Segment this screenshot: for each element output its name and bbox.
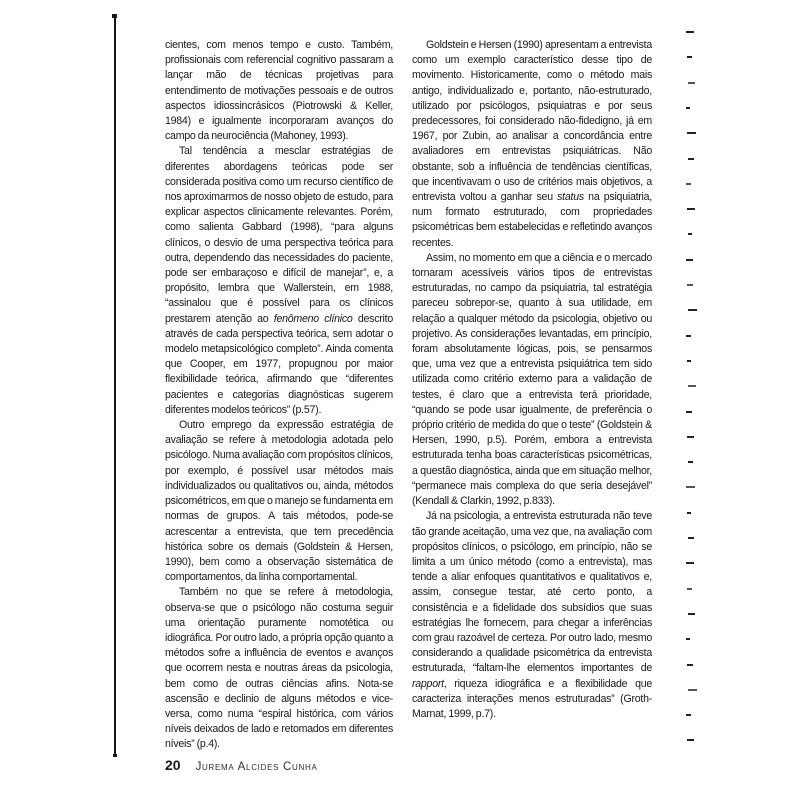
scan-bleed-dash bbox=[686, 31, 694, 33]
paragraph: Outro emprego da expressão estratégia de avaliação se refere à metodologia adotada pelo psicólogo. Numa avaliação com propósitos clínicos, por exemplo, é possível usar métodos mais individualizados ou qualitativos ou, ainda, métodos psicométricos, em que o manejo se fundamenta em normas de grupos. A tais métodos, pode-se acrescentar a entrevista, que tem precedência histórica sobre os demais (Goldstein & Hersen, 1990), bem como a observação sistemática de comportamentos, da linha comportamental. bbox=[165, 419, 393, 584]
scan-bleed-dash bbox=[687, 284, 693, 286]
scan-bleed-dash bbox=[687, 132, 696, 134]
scan-bleed-dash bbox=[686, 259, 693, 261]
scan-bleed-dash bbox=[687, 739, 694, 741]
paragraph: Já na psicologia, a entrevista estruturada não teve tão grande aceitação, uma vez que, na avaliação com propósitos clínicos, o psicólogo, em princípio, não se limita a um único método (como a entrevista), mas tende a aliar enfoques quantitativos e qualitativos e, assim, consegue testar, até certo ponto, a consistência e a fidelidade dos subsídios que suas estratégias lhe fornecem, para chegar a inferências com grau razoável de certeza. Por outro lado, mesmo considerando a qualidade psicométrica da entrevista estruturada, “faltam-lhe elementos importantes de rapport, riqueza idiográfica e a flexibilidade que caracteriza interações menos estruturadas” (Groth-Marnat, 1999, p.7). bbox=[412, 510, 652, 720]
scan-bleed-dash bbox=[687, 208, 695, 210]
right-column bbox=[412, 38, 652, 753]
scan-bleed-dash bbox=[688, 233, 692, 235]
text-columns bbox=[165, 38, 652, 753]
scan-bleed-dash bbox=[687, 360, 691, 362]
scan-bleed-dash bbox=[686, 411, 692, 413]
scan-bleed-dash bbox=[687, 512, 691, 514]
scan-bleed-dash bbox=[686, 638, 690, 640]
scan-bleed-dash bbox=[688, 309, 697, 311]
scan-bleed-dash bbox=[688, 385, 696, 387]
left-column bbox=[165, 38, 393, 753]
scan-bleed-dash bbox=[687, 56, 692, 58]
scan-bleed-dash bbox=[686, 107, 690, 109]
scan-bleed-dash bbox=[686, 183, 691, 185]
scan-bleed-dash bbox=[688, 613, 695, 615]
scan-bleed-dash bbox=[688, 82, 695, 84]
scan-bleed-dash bbox=[688, 461, 693, 463]
paragraph: Também no que se refere à metodologia, observa-se que o psicólogo não costuma seguir uma orientação puramente nomotética ou idiográfica. Por outro lado, a própria opção quanto a métodos sofre a influência de eventos e avanços que ocorrem nesta e noutras áreas da psicologia, bem como de outras ciências afins. Nota-se ascensão e declinio de alguns métodos e vice-versa, como numa “espiral histórica, com vários níveis deixados de lado e retomados em diferentes níveis” (p.4). bbox=[165, 586, 393, 751]
running-author: Jurema Alcides Cunha bbox=[195, 761, 318, 773]
scan-bleed-dash bbox=[688, 537, 694, 539]
scan-bleed-dash bbox=[686, 714, 691, 716]
paragraph: Goldstein e Hersen (1990) apresentam a entrevista como um exemplo característico desse tipo de movimento. Historicamente, como o método mais antigo, individualizado e, portanto, não-estruturado, utilizado por psicólogos, psiquiatras e por seus predecessores, foi considerado não-fidedigno, já em 1967, por Zubin, ao analisar a concordância entre avaliadores em entrevistas psiquiátricas. Não obstante, sob a influência de tendências científicas, que incentivavam o uso de critérios mais objetivos, a entrevista voltou a ganhar seu status na psiquiatria, num formato estruturado, com propriedades psicométricas bem estabelecidas e refletindo avanços recentes. bbox=[412, 39, 652, 249]
scan-bleed-dash bbox=[686, 486, 695, 488]
scan-bleed-dash bbox=[686, 335, 691, 337]
paragraph: Assim, no momento em que a ciência e o mercado tornaram acessíveis vários tipos de entrevistas estruturadas, no campo da psiquiatria, tal estratégia pareceu sobrepor-se, quanto à sua utilidade, em relação a qualquer método da psicologia, objetivo ou projetivo. As considerações levantadas, em princípio, foram absolutamente lógicas, pois, se pensarmos que, uma vez que a entrevista psiquiátrica tem sido utilizada como critério externo para a validação de testes, é claro que a entrevista terá prioridade, “quando se pode usar igualmente, de preferência o próprio critério de medida do que o teste” (Goldstein & Hersen, 1990, p.5). Porém, embora a entrevista estruturada tenha boas características psicométricas, a questão diagnóstica, ainda que em situação melhor, “permanece mais complexa do que seria desejável” (Kendall & Clarkin, 1992, p.833). bbox=[412, 251, 652, 508]
scan-bleed-dash bbox=[688, 689, 697, 691]
scan-bleed-dash bbox=[687, 664, 693, 666]
page-footer bbox=[165, 757, 318, 773]
scan-edge-line bbox=[114, 14, 116, 757]
paragraph: cientes, com menos tempo e custo. Também, profissionais com referencial cognitivo passaram a lançar mão de técnicas projetivas para entendimento de motivações pessoais e de outros aspectos idiossincrásicos (Piotrowski & Keller, 1984) e igualmente incorporaram avanços do campo da neurociência (Mahoney, 1993). bbox=[165, 39, 393, 143]
scan-bleed-dash bbox=[687, 436, 694, 438]
scan-bleed-dash bbox=[688, 158, 694, 160]
scan-bleed-dash bbox=[686, 562, 694, 564]
scan-bleed-dash bbox=[687, 588, 692, 590]
paragraph: Tal tendência a mesclar estratégias de diferentes abordagens teóricas pode ser considerada positiva como um recurso científico de nos aproximarmos de nosso objeto de estudo, para explicar aspectos clinicamente relevantes. Porém, como salienta Gabbard (1998), “para alguns clínicos, o desvio de uma perspectiva teórica para outra, dependendo das necessidades do paciente, pode ser embaraçoso e difícil de manejar”, e, a propósito, lembra que Wallerstein, em 1988, “assinalou que é possível para os clínicos prestarem atenção ao fenômeno clínico descrito através de cada perspectiva teórica, sem adotar o modelo metapsicológico completo”. Ainda comenta que Cooper, em 1977, propugnou por maior flexibilidade teórica, afirmando que “diferentes pacientes e categorias diagnósticas sugerem diferentes modelos teóricos” (p.57). bbox=[165, 145, 393, 416]
page-number: 20 bbox=[165, 757, 181, 773]
